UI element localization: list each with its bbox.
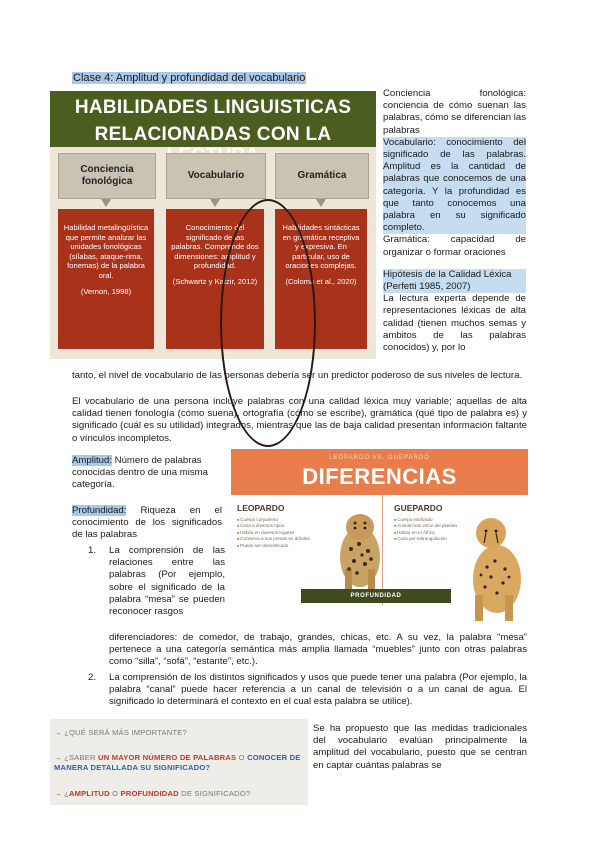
question-text: ¿SABER <box>64 753 99 762</box>
question-text: O <box>236 753 248 762</box>
heading-vocabulario: Vocabulario <box>166 153 266 199</box>
emphasis-red: PROFUNDIDAD <box>120 789 179 798</box>
banner-line-1: HABILIDADES LINGUISTICAS <box>74 97 352 118</box>
arrow-down-icon <box>210 199 220 207</box>
right-column-notes <box>383 88 526 354</box>
box-reference: (Schwartz y Katzir, 2012) <box>172 276 258 286</box>
list-item: ■ Puede ser domesticado <box>237 543 332 549</box>
definition-profundidad <box>72 505 222 542</box>
note-gramatica: Gramática: capacidad de organizar o formar oraciones <box>383 234 526 258</box>
list-item: ■ Cuerpo corpulento <box>237 517 332 523</box>
heading-conciencia-fonologica: Conciencia fonológica <box>58 153 156 199</box>
profundidad-label: PROFUNDIDAD <box>301 589 451 603</box>
emphasis-red: AMPLITUD <box>68 789 110 798</box>
question-text: O <box>109 789 121 798</box>
hypothesis-body: La lectura experta depende de representaciones léxicas de alta calidad (tienen muchos semas y ambitos de las palabras conocidos) y, por lo <box>383 293 526 354</box>
slide-title: DIFERENCIAS <box>302 464 457 489</box>
cheetah-image <box>461 509 527 621</box>
heading-guepardo: GUEPARDO <box>394 503 443 513</box>
arrow-down-icon <box>316 199 326 207</box>
note-vocabulario: Vocabulario: conocimiento del significado de las palabras. Amplitud es la cantidad de palabras que conocemos de una categoría. Y la profundidad es que tanto conocemos una palabra en su significado completo. <box>383 136 526 234</box>
definition-text: Riqueza en el conocimiento de los significados de las palabras <box>72 505 222 541</box>
heading-leopardo: LEOPARDO <box>237 503 285 513</box>
box-body: Habilidades sintácticas en gramática receptiva y expresiva. En particular, uso de oraciones complejas. <box>282 223 360 271</box>
question-text: DE SIGNIFICADO? <box>178 789 251 798</box>
hypothesis-title: Hipótesis de la Calidad Léxica (Perfetti 1985, 2007) <box>383 269 526 293</box>
term-amplitud: Amplitud: <box>72 455 112 466</box>
list-item-1-start: La comprensión de las relaciones entre las palabras (Por ejemplo, sobre el significado de la palabra “mesa” se pueden reconocer rasgos <box>109 545 225 618</box>
page-title: Clase 4: Amplitud y profundidad del vocabulario <box>73 72 306 84</box>
emphasis-red: UN MAYOR NÚMERO DE PALABRAS <box>98 753 237 762</box>
paragraph-vocabulary-quality: El vocabulario de una persona incluye palabras con una calidad léxica muy variable; aquellas de alta calidad tienen fonología (cómo suena), ortografía (cómo se escribe), gramática (qué tipo de palabra es) y significado (cuál es su utilidad) integrados, mientras que las de baja calidad presentan información faltante o vínculos incompletos. <box>72 396 527 444</box>
question-line-2 <box>54 753 304 772</box>
list-item: ■ Animal más veloz del planeta <box>394 523 484 529</box>
box-conciencia-fonologica <box>58 209 154 349</box>
list-item: ■ Habita en diversos lugares <box>237 530 332 536</box>
slide-banner <box>50 91 376 147</box>
list-item-2: La comprensión de los distintos significados y usos que puede tener una palabra (Por ejemplo, la palabra “canal” puede hacer referencia a un canal de televisión o a un canal de agua. El significado lo determinará el contexto en el cual esta palabra se utilice). <box>109 672 527 708</box>
box-body: Habilidad metalingüística que permite analizar las unidades fonológicas (sílabas, ataque-rima, fonemas) de la palabra oral. <box>63 223 149 280</box>
leopardo-traits <box>237 517 332 549</box>
arrow-right-icon: → <box>54 728 62 737</box>
arrow-down-icon <box>101 199 111 207</box>
slide-question <box>50 719 308 805</box>
emphasis-blue: CONOCER DE MANERA DETALLADA SU SIGNIFICADO? <box>54 753 301 772</box>
box-reference: (Coloma et al., 2020) <box>285 276 357 286</box>
list-item: ■ Caza a diversos tipos <box>237 523 332 529</box>
definition-amplitud <box>72 455 222 492</box>
list-item: ■ Habita en el África <box>394 530 484 536</box>
question-text: ¿ <box>64 789 69 798</box>
box-reference: (Vernon, 1998) <box>80 286 132 296</box>
slide-subtitle: LEOPARDO VS. GUEPARDO <box>329 455 430 461</box>
banner-line-2: RELACIONADAS CON LA <box>94 124 332 145</box>
list-number: 1. <box>88 545 97 556</box>
leopard-image <box>329 509 391 593</box>
note-conciencia: Conciencia fonológica: conciencia de cómo suenan las palabras, cómo se diferencian las palabras <box>383 88 526 136</box>
list-number: 2. <box>88 672 97 683</box>
slide-habilidades-linguisticas <box>50 91 376 359</box>
list-item: ■ Conserva a sus presas en árboles <box>237 536 332 542</box>
arrow-right-icon: → <box>54 753 62 762</box>
paragraph-traditional-measures: Se ha propuesto que las medidas tradicionales del vocabulario evalúan principalmente la amplitud del vocabulario, puesto que se centran en captar cuántas palabras se <box>313 723 527 771</box>
box-body: Conocimiento del significado de las palabras. Comprende dos dimensiones: amplitud y profundidad. <box>171 223 259 271</box>
question-text: ¿QUÉ SERÁ MÁS IMPORTANTE? <box>64 728 187 737</box>
heading-gramatica: Gramática <box>275 153 369 199</box>
arrow-right-icon: → <box>54 789 62 798</box>
list-item-1-continued: diferenciadores: de comedor, de trabajo, grandes, chicas, etc. A su vez, la palabra “mesa” pertenece a una categoría semántica más amplia llamada “muebles” junto con otras palabras como “silla”, “sofá”, “estante”, etc.). <box>109 632 527 668</box>
list-item: ■ Cuerpo estilizado <box>394 517 484 523</box>
question-line-3 <box>54 789 250 799</box>
definition-text: Número de palabras conocidas dentro de una misma categoría. <box>72 455 208 491</box>
paragraph-prediction: tanto, el nivel de vocabulario de las personas debería ser un predictor poderoso de sus niveles de lectura. <box>72 370 523 381</box>
slide-leopardo-vs-guepardo <box>231 449 528 622</box>
question-line-1 <box>54 728 187 738</box>
term-profundidad: Profundidad: <box>72 505 127 516</box>
list-item: ■ Caza por estrangulación <box>394 536 484 542</box>
